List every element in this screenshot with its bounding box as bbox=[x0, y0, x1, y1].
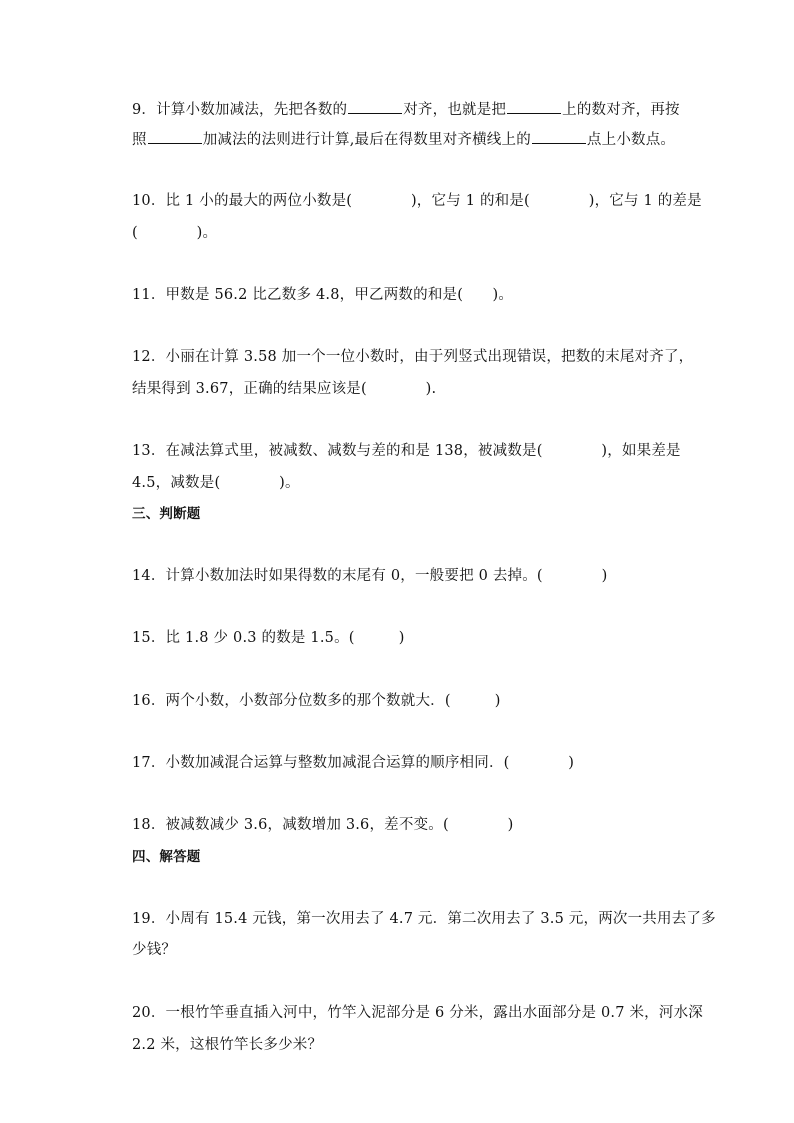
question-20-line-2: 2.2 米，这根竹竿长多少米？ bbox=[132, 1037, 323, 1053]
question-16: 16．两个小数，小数部分位数多的那个数就大．( ) bbox=[132, 693, 501, 709]
fill-blank[interactable] bbox=[348, 99, 402, 114]
question-13-line-2: 4.5，减数是( )。 bbox=[132, 475, 300, 491]
question-10-line-1: 10．比 1 小的最大的两位小数是( )，它与 1 的和是( )，它与 1 的差是 bbox=[132, 193, 702, 209]
question-12-line-2: 结果得到 3.67，正确的结果应该是( ). bbox=[132, 381, 437, 397]
q9-text-c: 上的数对齐，再按 bbox=[562, 102, 680, 118]
question-19-line-1: 19．小周有 15.4 元钱，第一次用去了 4.7 元．第二次用去了 3.5 元，两次一共用去了多 bbox=[132, 911, 716, 927]
q9-text-a: 9．计算小数加减法，先把各数的 bbox=[132, 102, 348, 118]
section-heading-judgment: 三、判断题 bbox=[132, 506, 201, 522]
question-20-line-1: 20．一根竹竿垂直插入河中，竹竿入泥部分是 6 分米，露出水面部分是 0.7 米，河水深 bbox=[132, 1005, 703, 1021]
q9-text-b: 对齐，也就是把 bbox=[403, 102, 507, 118]
question-15: 15．比 1.8 少 0.3 的数是 1.5。( ) bbox=[132, 630, 405, 646]
q9-text-f: 点上小数点。 bbox=[586, 132, 676, 148]
question-12-line-1: 12．小丽在计算 3.58 加一个一位小数时，由于列竖式出现错误，把数的末尾对齐了， bbox=[132, 349, 694, 365]
fill-blank[interactable] bbox=[532, 129, 586, 144]
question-17: 17．小数加减混合运算与整数加减混合运算的顺序相同．( ) bbox=[132, 755, 575, 771]
question-9-line-1 bbox=[132, 99, 680, 120]
section-heading-solve: 四、解答题 bbox=[132, 849, 201, 865]
fill-blank[interactable] bbox=[507, 99, 561, 114]
question-11: 11．甲数是 56.2 比乙数多 4.8，甲乙两数的和是( )。 bbox=[132, 287, 514, 303]
fill-blank[interactable] bbox=[148, 129, 202, 144]
question-14: 14．计算小数加法时如果得数的末尾有 0，一般要把 0 去掉。( ) bbox=[132, 568, 608, 584]
q9-text-e: 加减法的法则进行计算,最后在得数里对齐横线上的 bbox=[202, 132, 531, 148]
question-13-line-1: 13．在减法算式里，被减数、减数与差的和是 138，被减数是( )，如果差是 bbox=[132, 443, 681, 459]
question-18: 18．被减数减少 3.6，减数增加 3.6，差不变。( ) bbox=[132, 817, 514, 833]
question-10-line-2: ( )。 bbox=[132, 225, 218, 241]
q9-text-d: 照 bbox=[132, 132, 147, 148]
question-9-line-2 bbox=[132, 129, 675, 150]
question-19-line-2: 少钱？ bbox=[132, 942, 177, 958]
